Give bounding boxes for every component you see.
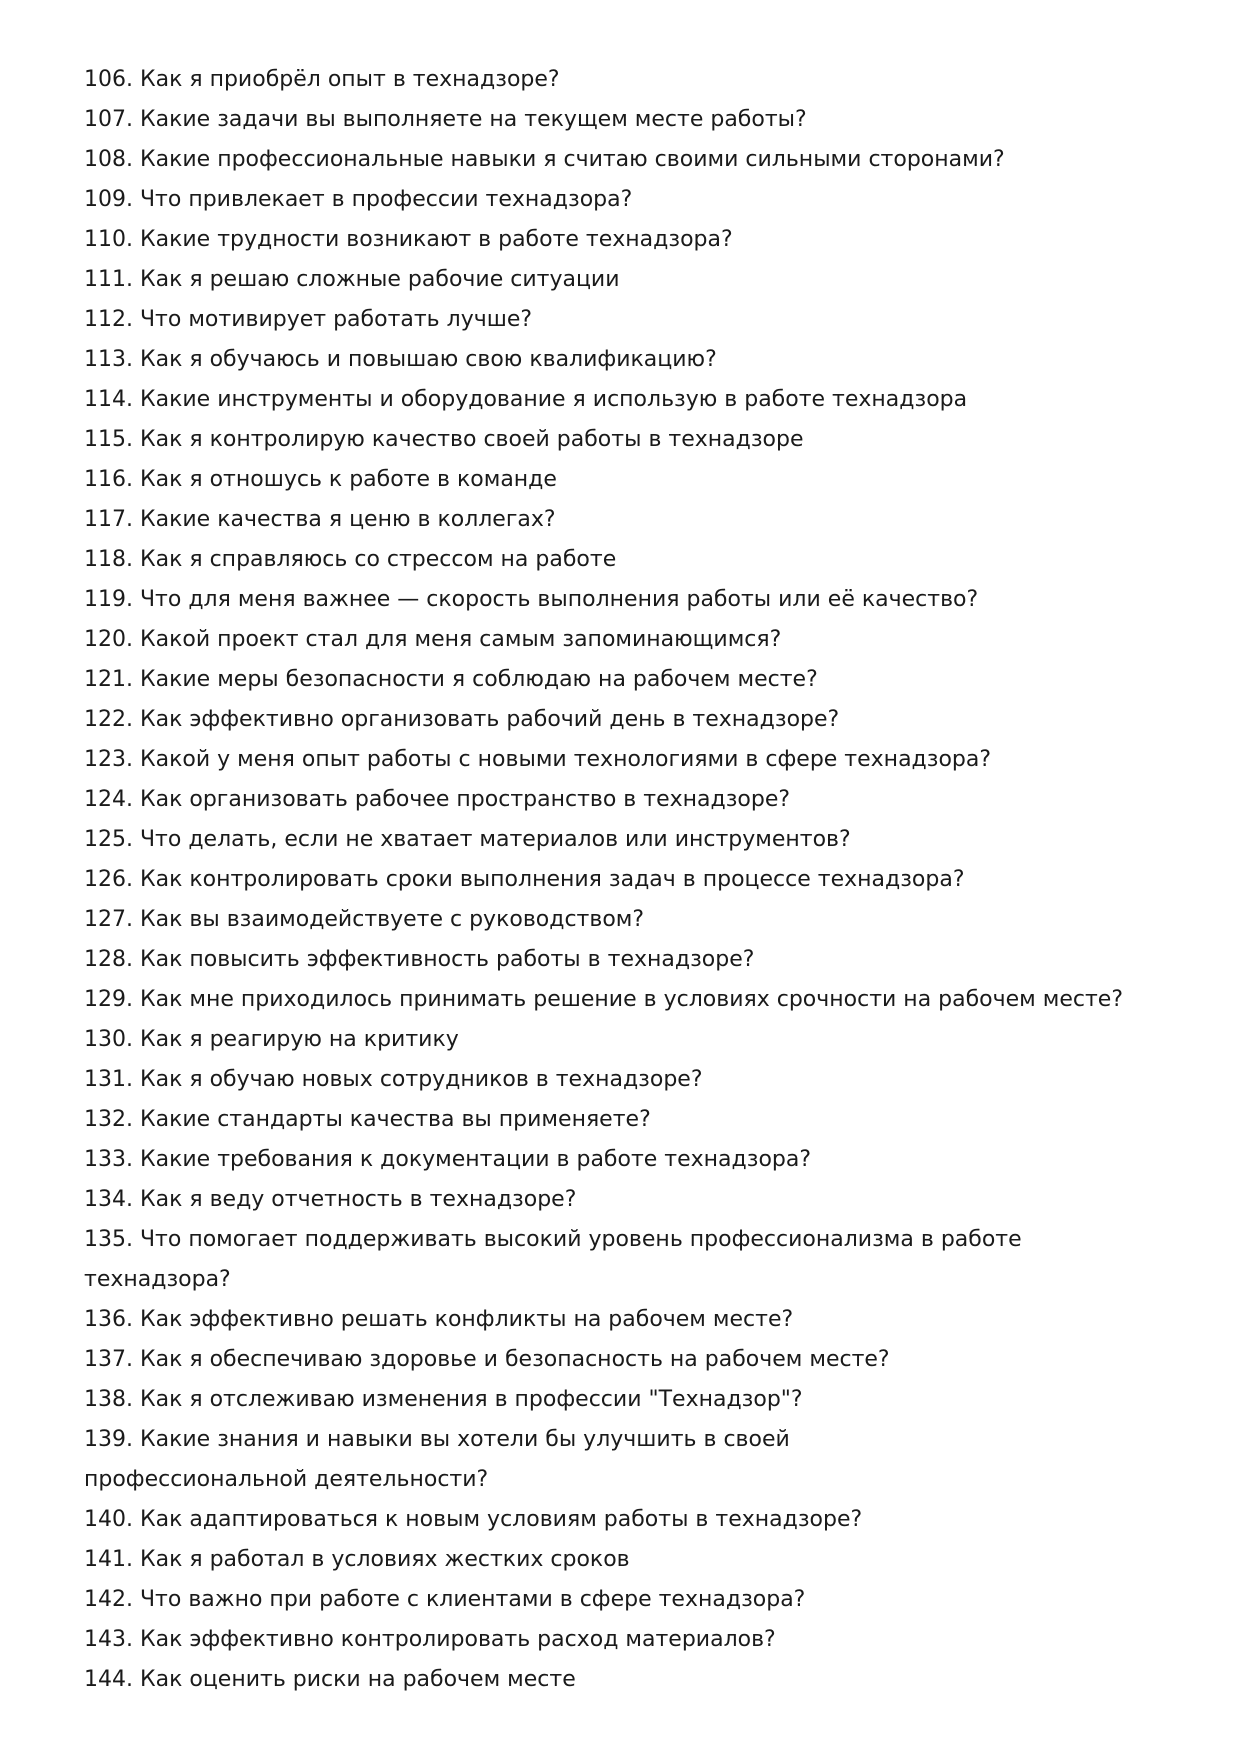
question-item: 117. Какие качества я ценю в коллегах?: [84, 507, 556, 532]
question-item: 118. Как я справляюсь со стрессом на работе: [84, 547, 617, 572]
question-item: 106. Как я приобрёл опыт в технадзоре?: [84, 67, 560, 92]
question-item: 120. Какой проект стал для меня самым запоминающимся?: [84, 627, 782, 652]
question-item: 122. Как эффективно организовать рабочий день в технадзоре?: [84, 707, 840, 732]
question-item: 108. Какие профессиональные навыки я считаю своими сильными сторонами?: [84, 147, 1005, 172]
question-item: 140. Как адаптироваться к новым условиям работы в технадзоре?: [84, 1507, 863, 1532]
question-item: 131. Как я обучаю новых сотрудников в технадзоре?: [84, 1067, 703, 1092]
question-item: 110. Какие трудности возникают в работе технадзора?: [84, 227, 733, 252]
question-item: 135. Что помогает поддерживать высокий уровень профессионализма в работе технадзора?: [84, 1227, 1022, 1292]
question-item: 114. Какие инструменты и оборудование я использую в работе технадзора: [84, 387, 968, 412]
question-item: 130. Как я реагирую на критику: [84, 1027, 459, 1052]
question-item: 138. Как я отслеживаю изменения в профессии "Технадзор"?: [84, 1387, 803, 1412]
question-item: 139. Какие знания и навыки вы хотели бы улучшить в своей профессиональной деятельности?: [84, 1427, 790, 1492]
question-item: 107. Какие задачи вы выполняете на текущем месте работы?: [84, 107, 807, 132]
question-item: 141. Как я работал в условиях жестких сроков: [84, 1547, 630, 1572]
question-item: 111. Как я решаю сложные рабочие ситуации: [84, 267, 620, 292]
question-item: 115. Как я контролирую качество своей работы в технадзоре: [84, 427, 804, 452]
question-item: 126. Как контролировать сроки выполнения задач в процессе технадзора?: [84, 867, 965, 892]
question-item: 112. Что мотивирует работать лучше?: [84, 307, 533, 332]
question-item: 127. Как вы взаимодействуете с руководством?: [84, 907, 645, 932]
question-item: 137. Как я обеспечиваю здоровье и безопасность на рабочем месте?: [84, 1347, 890, 1372]
question-item: 134. Как я веду отчетность в технадзоре?: [84, 1187, 577, 1212]
question-item: 132. Какие стандарты качества вы применяете?: [84, 1107, 651, 1132]
question-item: 142. Что важно при работе с клиентами в сфере технадзора?: [84, 1587, 806, 1612]
question-item: 124. Как организовать рабочее пространство в технадзоре?: [84, 787, 791, 812]
question-item: 133. Какие требования к документации в работе технадзора?: [84, 1147, 812, 1172]
question-item: 136. Как эффективно решать конфликты на рабочем месте?: [84, 1307, 794, 1332]
question-item: 109. Что привлекает в профессии технадзора?: [84, 187, 633, 212]
question-item: 119. Что для меня важнее — скорость выполнения работы или её качество?: [84, 587, 979, 612]
question-item: 116. Как я отношусь к работе в команде: [84, 467, 557, 492]
question-list: [84, 60, 1164, 1700]
question-item: 144. Как оценить риски на рабочем месте: [84, 1667, 576, 1692]
question-item: 143. Как эффективно контролировать расход материалов?: [84, 1627, 776, 1652]
question-item: 113. Как я обучаюсь и повышаю свою квалификацию?: [84, 347, 717, 372]
question-item: 125. Что делать, если не хватает материалов или инструментов?: [84, 827, 851, 852]
question-item: 129. Как мне приходилось принимать решение в условиях срочности на рабочем месте?: [84, 987, 1124, 1012]
question-item: 128. Как повысить эффективность работы в технадзоре?: [84, 947, 755, 972]
question-item: 121. Какие меры безопасности я соблюдаю на рабочем месте?: [84, 667, 818, 692]
question-item: 123. Какой у меня опыт работы с новыми технологиями в сфере технадзора?: [84, 747, 992, 772]
